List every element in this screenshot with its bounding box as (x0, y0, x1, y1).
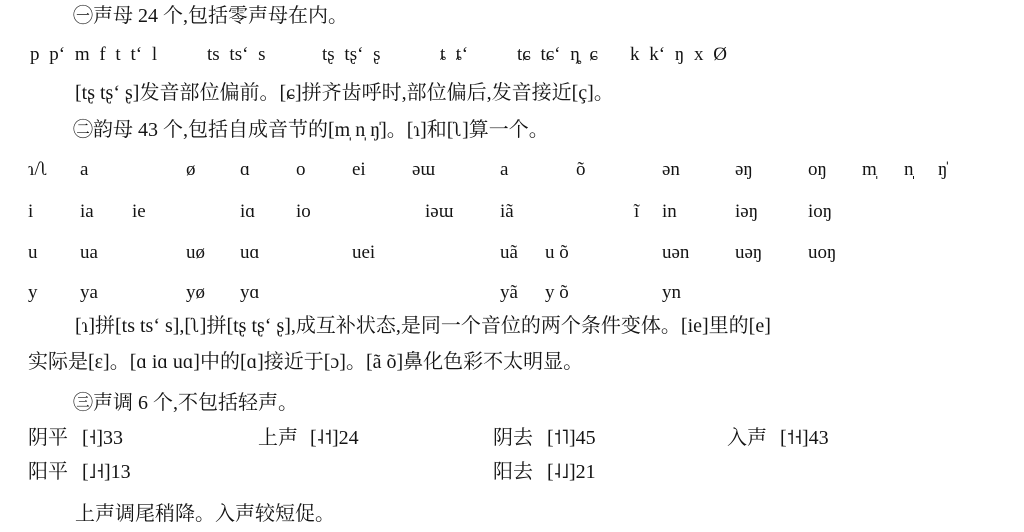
tones-note: 上声调尾稍降。入声较短促。 (75, 503, 335, 525)
finals-note-paragraph-line-1: [ɿ]拼[ts tsʻ s],[ʅ]拼[tʂ tʂʻ ʂ],成互补状态,是同一个音位的两个条件变体。[ie]里的[e] (75, 315, 771, 337)
finals-cell: uei (352, 242, 376, 263)
finals-cell: u (28, 242, 38, 263)
initials-note: [tʂ tʂʻ ʂ]发音部位偏前。[ɕ]拼齐齿呼时,部位偏后,发音接近[ç]。 (75, 82, 614, 104)
finals-cell: yø (186, 282, 205, 303)
finals-cell: in (662, 201, 677, 222)
finals-cell: o (296, 159, 306, 180)
finals-cell: m̩ (862, 159, 877, 180)
finals-cell: yã (500, 282, 518, 303)
initials-group-velar-zero: k kʻ ŋ x Ø (630, 44, 727, 65)
finals-cell: uã (500, 242, 518, 263)
finals-cell: uɑ (240, 242, 260, 263)
finals-cell: ie (132, 201, 146, 222)
finals-cell: ua (80, 242, 98, 263)
tone-name: 入声 (727, 427, 767, 449)
initials-group-palatal-stop: ȶ ȶʻ (440, 44, 469, 65)
initials-group-alveolopalatal: tɕ tɕʻ ȵ ɕ (517, 44, 598, 65)
finals-cell: iã (500, 201, 514, 222)
finals-cell: ɑ (240, 159, 250, 180)
finals-cell: iəɯ (425, 201, 454, 222)
finals-row-hekou (0, 241, 1024, 265)
finals-cell: uø (186, 242, 205, 263)
tone-value: [˩˧]13 (82, 461, 131, 483)
tone-name: 阳去 (493, 461, 533, 483)
finals-cell: ei (352, 159, 366, 180)
finals-cell: õ (576, 159, 586, 180)
finals-cell: a (500, 159, 509, 180)
finals-cell: i (28, 201, 34, 222)
finals-cell: ia (80, 201, 94, 222)
tone-value: [˨˦]24 (310, 427, 359, 449)
finals-cell: a (80, 159, 89, 180)
tone-value: [˨˩]21 (547, 461, 596, 483)
tone-value: [˦˥]45 (547, 427, 596, 449)
finals-cell: əɯ (412, 159, 436, 180)
finals-row-qichi (0, 200, 1024, 224)
finals-cell: n̩ (904, 159, 914, 180)
finals-heading: ㊁韵母 43 个,包括自成音节的[m̩ n̩ ŋ̍]。[ɿ]和[ʅ]算一个。 (73, 119, 549, 141)
finals-cell: iɑ (240, 201, 256, 222)
finals-cell: ŋ̍ (938, 159, 948, 180)
tones-heading: ㊂声调 6 个,不包括轻声。 (73, 392, 298, 414)
finals-cell: yɑ (240, 282, 260, 303)
finals-cell: əŋ (735, 159, 753, 180)
initials-heading: ㊀声母 24 个,包括零声母在内。 (73, 5, 348, 27)
tones-row-1 (0, 425, 1024, 451)
initials-list (0, 43, 1024, 67)
finals-cell: ĩ (634, 201, 640, 222)
tones-row-2 (0, 459, 1024, 485)
finals-cell: ioŋ (808, 201, 833, 222)
finals-cell: io (296, 201, 311, 222)
finals-cell: uən (662, 242, 690, 263)
initials-group-retroflex: tʂ tʂʻ ʂ (322, 44, 381, 65)
finals-cell: ɿ/ʅ (28, 159, 48, 180)
finals-cell: uəŋ (735, 242, 763, 263)
finals-cell: uoŋ (808, 242, 837, 263)
finals-cell: iəŋ (735, 201, 759, 222)
finals-cell: y (28, 282, 38, 303)
tone-value: [˦˧]43 (780, 427, 829, 449)
tone-name: 阴平 (28, 427, 68, 449)
finals-row-open (0, 158, 1024, 182)
finals-row-cuokou (0, 281, 1024, 305)
initials-group-dental-sibilant: ts tsʻ s (207, 44, 266, 65)
finals-cell: oŋ (808, 159, 827, 180)
tone-name: 阳平 (28, 461, 68, 483)
tone-name: 阴去 (493, 427, 533, 449)
finals-cell: yn (662, 282, 681, 303)
tone-name: 上声 (258, 427, 298, 449)
finals-cell: y õ (545, 282, 569, 303)
initials-group-labial-dental: p pʻ m f t tʻ l (30, 44, 158, 65)
finals-cell: ø (186, 159, 196, 180)
finals-cell: ya (80, 282, 98, 303)
finals-cell: ən (662, 159, 680, 180)
finals-cell: u õ (545, 242, 569, 263)
finals-note-paragraph-line-2: 实际是[ɛ]。[ɑ iɑ uɑ]中的[ɑ]接近于[ɔ]。[ã õ]鼻化色彩不太明显。 (28, 351, 584, 373)
tone-value: [˧]33 (82, 427, 123, 449)
